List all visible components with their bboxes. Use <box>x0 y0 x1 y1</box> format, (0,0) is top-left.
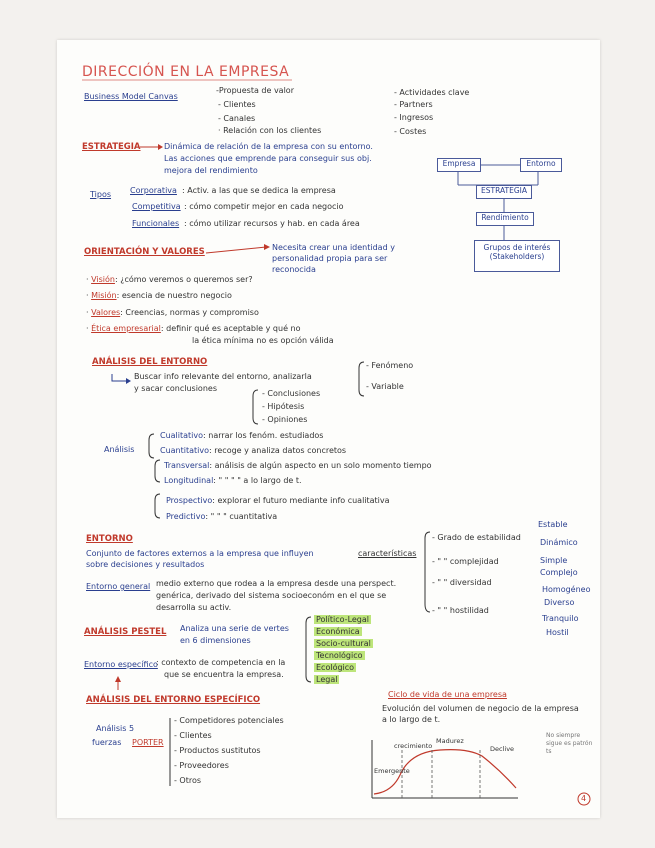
conclusion-item: - Conclusiones <box>262 389 321 398</box>
tipos-key: Competitiva <box>132 202 181 211</box>
analisis-key: Cualitativo <box>160 431 204 440</box>
analisis-key: Longitudinal <box>164 476 214 485</box>
porter-label: fuerzas <box>92 738 122 747</box>
porter-label: Análisis 5 <box>96 724 135 733</box>
analisis-label: Análisis <box>104 445 135 454</box>
grado-value: Homogéneo <box>542 585 591 594</box>
especifico-desc: : contexto de competencia en la <box>156 658 286 667</box>
ciclo-stage: Emergente <box>374 767 410 775</box>
etica-key: Ética empresarial <box>91 324 161 333</box>
tipos-value: : cómo competir mejor en cada negocio <box>184 202 344 211</box>
tipos-value: : Activ. a las que se dedica la empresa <box>182 186 336 195</box>
grado-key: - " " complejidad <box>432 557 499 566</box>
analisis-value: : análisis de algún aspecto en un solo momento tiempo <box>209 461 432 470</box>
pestel-heading: ANÁLISIS PESTEL <box>84 627 167 637</box>
estrategia-text: Las acciones que emprende para conseguir sus obj. <box>164 154 372 163</box>
grado-value: Simple <box>540 556 568 565</box>
valores-key: Valores <box>91 308 121 317</box>
ciclo-stage: crecimiento <box>394 742 433 750</box>
vision-value: : ¿cómo veremos o queremos ser? <box>114 275 253 284</box>
fenomeno-item: - Fenómeno <box>366 361 414 370</box>
canvas-item: - Costes <box>394 127 427 136</box>
analisis-entorno-heading: ANÁLISIS DEL ENTORNO <box>92 357 208 367</box>
analisis-value: : " " " cuantitativa <box>205 512 278 521</box>
ciclo-title: Ciclo de vida de una empresa <box>388 690 507 699</box>
especifico-desc: que se encuentra la empresa. <box>164 670 284 679</box>
pestel-desc: en 6 dimensiones <box>180 636 251 645</box>
tipos-key: Funcionales <box>132 219 180 228</box>
orientacion-note: reconocida <box>272 265 316 274</box>
ciclo-stage: Declive <box>490 745 515 753</box>
diagram-grupos <box>474 240 560 272</box>
diagram-entorno: Entorno <box>520 158 562 172</box>
ciclo-desc: Evolución del volumen de negocio de la empresa <box>382 704 579 713</box>
orientacion-note: personalidad propia para ser <box>272 254 388 263</box>
diagram-grupos-line2: (Stakeholders) <box>489 252 545 261</box>
tipos-label: Tipos <box>90 190 112 199</box>
mision-key: Misión <box>91 291 117 300</box>
diagram-estrategia: ESTRATEGIA <box>476 185 532 199</box>
grado-value: Dinámico <box>540 538 578 547</box>
analisis-value: : recoge y analiza datos concretos <box>209 446 347 455</box>
mision-value: : esencia de nuestro negocio <box>116 291 232 300</box>
entorno-general-label: Entorno general <box>86 582 151 591</box>
pestel-item: Socio-cultural <box>316 639 371 648</box>
etica-line2: la ética mínima no es opción válida <box>192 336 334 345</box>
pestel-item: Ecológico <box>316 663 355 672</box>
grado-key: - Grado de estabilidad <box>432 533 521 542</box>
analisis-key: Transversal <box>164 461 210 470</box>
especifico-label: Entorno específico <box>84 660 158 669</box>
grado-value: Complejo <box>540 568 578 577</box>
ciclo-stage: Madurez <box>436 737 464 745</box>
estrategia-heading: ESTRATEGIA <box>82 142 141 152</box>
grado-value: Hostil <box>546 628 569 637</box>
canvas-item: - Clientes <box>218 100 256 109</box>
estrategia-text: mejora del rendimiento <box>164 166 258 175</box>
ciclo-note: No siempre <box>546 732 581 739</box>
conclusion-item: - Opiniones <box>262 415 308 424</box>
porter-item: - Proveedores <box>174 761 229 770</box>
pestel-desc: Analiza una serie de vertes <box>180 624 289 633</box>
ciclo-desc: a lo largo de t. <box>382 715 441 724</box>
canvas-item: - Partners <box>394 100 433 109</box>
diagram-grupos-line1: Grupos de interés <box>483 243 551 252</box>
analisis-value: : explorar el futuro mediante info cualitativa <box>212 496 390 505</box>
tipos-key: Corporativa <box>130 186 177 195</box>
canvas-item: - Actividades clave <box>394 88 470 97</box>
diagram-empresa: Empresa <box>437 158 481 172</box>
porter-item: - Otros <box>174 776 202 785</box>
page-title: DIRECCIÓN EN LA EMPRESA <box>82 64 290 80</box>
valores-value: : Creencias, normas y compromiso <box>120 308 259 317</box>
porter-item: - Productos sustitutos <box>174 746 261 755</box>
orientacion-note: Necesita crear una identidad y <box>272 243 395 252</box>
tipos-value: : cómo utilizar recursos y hab. en cada área <box>184 219 360 228</box>
orientacion-heading: ORIENTACIÓN Y VALORES <box>84 247 205 257</box>
vision-key: Visión <box>91 275 115 284</box>
page-number: 4 <box>581 794 587 803</box>
grado-key: - " " hostilidad <box>432 606 489 615</box>
pestel-item: Político-Legal <box>316 615 370 624</box>
analisis-value: : " " " " a lo largo de t. <box>213 476 302 485</box>
entorno-def: Conjunto de factores externos a la empresa que influyen <box>86 549 314 558</box>
diagram-rendimiento: Rendimiento <box>476 212 534 226</box>
entorno-general-text: genérica, derivado del sistema socioeconóm en el que se <box>156 591 387 600</box>
ciclo-note: sigue es patrón <box>546 740 593 747</box>
entorno-general-text: desarrolla su activ. <box>156 603 232 612</box>
grado-value: Tranquilo <box>542 614 579 623</box>
pestel-item: Tecnológico <box>316 651 363 660</box>
analisis-value: : narrar los fenóm. estudiados <box>203 431 324 440</box>
etica-value: : definir qué es aceptable y qué no <box>160 324 301 333</box>
entorno-heading: ENTORNO <box>86 534 133 544</box>
caracteristicas-label: características <box>358 549 417 558</box>
analisis-key: Prospectivo <box>166 496 213 505</box>
entorno-general-text: medio externo que rodea a la empresa desde una perspect. <box>156 579 397 588</box>
entorno-def: sobre decisiones y resultados <box>86 560 205 569</box>
grado-key: - " " diversidad <box>432 578 492 587</box>
fenomeno-item: - Variable <box>366 382 404 391</box>
pestel-item: Económica <box>316 627 360 636</box>
pestel-item: Legal <box>316 675 338 684</box>
conclusion-item: - Hipótesis <box>262 402 305 411</box>
porter-item: - Clientes <box>174 731 212 740</box>
buscar-text: Buscar info relevante del entorno, analizarla <box>134 372 312 381</box>
analisis-key: Cuantitativo <box>160 446 210 455</box>
grado-value: Estable <box>538 520 568 529</box>
canvas-item: -Propuesta de valor <box>216 86 294 95</box>
canvas-item: · Relación con los clientes <box>218 126 322 135</box>
buscar-text: y sacar conclusiones <box>134 384 217 393</box>
estrategia-text: Dinámica de relación de la empresa con su entorno. <box>164 142 373 151</box>
ciclo-note: ts <box>546 748 552 755</box>
grado-value: Diverso <box>544 598 575 607</box>
porter-item: - Competidores potenciales <box>174 716 284 725</box>
especifico-heading: ANÁLISIS DEL ENTORNO ESPECÍFICO <box>86 695 261 705</box>
canvas-item: - Canales <box>218 114 256 123</box>
canvas-label: Business Model Canvas <box>84 92 178 101</box>
analisis-key: Predictivo <box>166 512 206 521</box>
canvas-item: - Ingresos <box>394 113 434 122</box>
porter-label: PORTER <box>132 738 164 747</box>
